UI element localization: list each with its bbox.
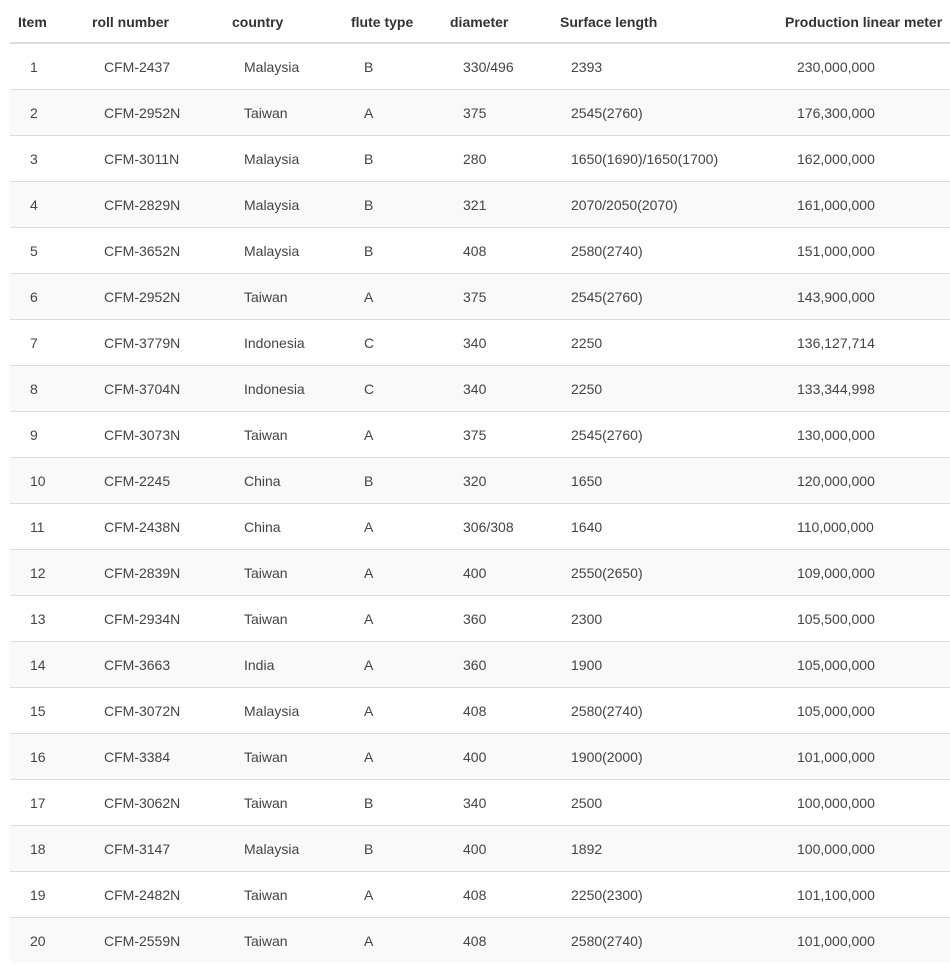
cell-flute-type: A bbox=[351, 274, 446, 320]
cell-roll-number: CFM-3384 bbox=[92, 734, 232, 780]
table-row bbox=[10, 642, 950, 688]
cell-production-linear-meter: 101,000,000 bbox=[785, 918, 950, 964]
cell-surface-length: 2545(2760) bbox=[560, 90, 785, 136]
table-row bbox=[10, 504, 950, 550]
cell-flute-type: B bbox=[351, 136, 446, 182]
cell-roll-number: CFM-3663 bbox=[92, 642, 232, 688]
cell-country: Malaysia bbox=[232, 43, 351, 90]
table-row bbox=[10, 90, 950, 136]
cell-production-linear-meter: 105,000,000 bbox=[785, 642, 950, 688]
cell-roll-number: CFM-3652N bbox=[92, 228, 232, 274]
cell-production-linear-meter: 120,000,000 bbox=[785, 458, 950, 504]
cell-production-linear-meter: 151,000,000 bbox=[785, 228, 950, 274]
cell-production-linear-meter: 109,000,000 bbox=[785, 550, 950, 596]
cell-roll-number: CFM-2438N bbox=[92, 504, 232, 550]
cell-item: 14 bbox=[10, 642, 92, 688]
cell-diameter: 330/496 bbox=[446, 43, 560, 90]
cell-production-linear-meter: 176,300,000 bbox=[785, 90, 950, 136]
cell-surface-length: 2393 bbox=[560, 43, 785, 90]
column-header-diameter: diameter bbox=[446, 2, 560, 43]
cell-country: Taiwan bbox=[232, 90, 351, 136]
cell-diameter: 280 bbox=[446, 136, 560, 182]
cell-item: 20 bbox=[10, 918, 92, 964]
cell-country: Taiwan bbox=[232, 596, 351, 642]
cell-country: Malaysia bbox=[232, 688, 351, 734]
table-row bbox=[10, 918, 950, 964]
cell-country: Malaysia bbox=[232, 228, 351, 274]
table-body bbox=[10, 43, 950, 963]
cell-flute-type: A bbox=[351, 642, 446, 688]
cell-diameter: 408 bbox=[446, 228, 560, 274]
cell-roll-number: CFM-2839N bbox=[92, 550, 232, 596]
table-row bbox=[10, 550, 950, 596]
cell-surface-length: 2580(2740) bbox=[560, 228, 785, 274]
cell-roll-number: CFM-2437 bbox=[92, 43, 232, 90]
cell-surface-length: 1900(2000) bbox=[560, 734, 785, 780]
cell-surface-length: 2250 bbox=[560, 366, 785, 412]
cell-production-linear-meter: 136,127,714 bbox=[785, 320, 950, 366]
cell-country: China bbox=[232, 458, 351, 504]
cell-country: India bbox=[232, 642, 351, 688]
cell-country: China bbox=[232, 504, 351, 550]
header-row bbox=[10, 2, 950, 43]
cell-country: Taiwan bbox=[232, 780, 351, 826]
cell-flute-type: A bbox=[351, 596, 446, 642]
cell-surface-length: 2545(2760) bbox=[560, 274, 785, 320]
product-table-container bbox=[10, 2, 950, 963]
cell-diameter: 340 bbox=[446, 320, 560, 366]
cell-flute-type: A bbox=[351, 504, 446, 550]
cell-roll-number: CFM-3011N bbox=[92, 136, 232, 182]
cell-item: 11 bbox=[10, 504, 92, 550]
cell-roll-number: CFM-3073N bbox=[92, 412, 232, 458]
cell-production-linear-meter: 100,000,000 bbox=[785, 780, 950, 826]
cell-surface-length: 1650(1690)/1650(1700) bbox=[560, 136, 785, 182]
cell-production-linear-meter: 130,000,000 bbox=[785, 412, 950, 458]
cell-diameter: 400 bbox=[446, 734, 560, 780]
cell-production-linear-meter: 105,000,000 bbox=[785, 688, 950, 734]
table-row bbox=[10, 136, 950, 182]
cell-diameter: 400 bbox=[446, 550, 560, 596]
cell-surface-length: 2545(2760) bbox=[560, 412, 785, 458]
cell-item: 16 bbox=[10, 734, 92, 780]
table-row bbox=[10, 596, 950, 642]
cell-roll-number: CFM-2245 bbox=[92, 458, 232, 504]
cell-roll-number: CFM-2829N bbox=[92, 182, 232, 228]
cell-production-linear-meter: 110,000,000 bbox=[785, 504, 950, 550]
cell-roll-number: CFM-3779N bbox=[92, 320, 232, 366]
table-row bbox=[10, 458, 950, 504]
cell-diameter: 360 bbox=[446, 642, 560, 688]
cell-item: 1 bbox=[10, 43, 92, 90]
cell-country: Taiwan bbox=[232, 872, 351, 918]
cell-flute-type: A bbox=[351, 412, 446, 458]
table-row bbox=[10, 366, 950, 412]
cell-surface-length: 2250 bbox=[560, 320, 785, 366]
cell-roll-number: CFM-2952N bbox=[92, 274, 232, 320]
cell-item: 10 bbox=[10, 458, 92, 504]
cell-country: Taiwan bbox=[232, 412, 351, 458]
cell-production-linear-meter: 101,100,000 bbox=[785, 872, 950, 918]
cell-production-linear-meter: 162,000,000 bbox=[785, 136, 950, 182]
cell-country: Malaysia bbox=[232, 136, 351, 182]
cell-roll-number: CFM-3704N bbox=[92, 366, 232, 412]
cell-country: Taiwan bbox=[232, 274, 351, 320]
cell-country: Taiwan bbox=[232, 734, 351, 780]
cell-flute-type: A bbox=[351, 90, 446, 136]
table-row bbox=[10, 228, 950, 274]
cell-flute-type: A bbox=[351, 918, 446, 964]
cell-diameter: 360 bbox=[446, 596, 560, 642]
table-row bbox=[10, 274, 950, 320]
cell-surface-length: 2580(2740) bbox=[560, 688, 785, 734]
cell-roll-number: CFM-2482N bbox=[92, 872, 232, 918]
cell-surface-length: 1640 bbox=[560, 504, 785, 550]
cell-production-linear-meter: 105,500,000 bbox=[785, 596, 950, 642]
cell-diameter: 408 bbox=[446, 918, 560, 964]
cell-flute-type: A bbox=[351, 872, 446, 918]
cell-item: 9 bbox=[10, 412, 92, 458]
cell-item: 3 bbox=[10, 136, 92, 182]
cell-diameter: 340 bbox=[446, 366, 560, 412]
table-row bbox=[10, 320, 950, 366]
cell-item: 17 bbox=[10, 780, 92, 826]
cell-surface-length: 1650 bbox=[560, 458, 785, 504]
cell-country: Taiwan bbox=[232, 550, 351, 596]
product-table bbox=[10, 2, 950, 963]
cell-roll-number: CFM-2952N bbox=[92, 90, 232, 136]
cell-diameter: 320 bbox=[446, 458, 560, 504]
cell-roll-number: CFM-3062N bbox=[92, 780, 232, 826]
cell-production-linear-meter: 143,900,000 bbox=[785, 274, 950, 320]
cell-flute-type: B bbox=[351, 826, 446, 872]
cell-diameter: 321 bbox=[446, 182, 560, 228]
table-row bbox=[10, 826, 950, 872]
cell-flute-type: B bbox=[351, 182, 446, 228]
cell-production-linear-meter: 133,344,998 bbox=[785, 366, 950, 412]
cell-surface-length: 1892 bbox=[560, 826, 785, 872]
cell-item: 15 bbox=[10, 688, 92, 734]
cell-item: 18 bbox=[10, 826, 92, 872]
table-row bbox=[10, 780, 950, 826]
cell-flute-type: C bbox=[351, 320, 446, 366]
column-header-production-linear-meter: Production linear meter bbox=[785, 2, 950, 43]
cell-country: Malaysia bbox=[232, 826, 351, 872]
cell-flute-type: C bbox=[351, 366, 446, 412]
column-header-roll-number: roll number bbox=[92, 2, 232, 43]
cell-country: Indonesia bbox=[232, 320, 351, 366]
cell-flute-type: A bbox=[351, 550, 446, 596]
cell-diameter: 306/308 bbox=[446, 504, 560, 550]
cell-flute-type: A bbox=[351, 734, 446, 780]
cell-item: 12 bbox=[10, 550, 92, 596]
table-row bbox=[10, 688, 950, 734]
cell-surface-length: 2300 bbox=[560, 596, 785, 642]
column-header-surface-length: Surface length bbox=[560, 2, 785, 43]
cell-production-linear-meter: 230,000,000 bbox=[785, 43, 950, 90]
cell-flute-type: B bbox=[351, 780, 446, 826]
cell-item: 7 bbox=[10, 320, 92, 366]
cell-item: 5 bbox=[10, 228, 92, 274]
column-header-item: Item bbox=[10, 2, 92, 43]
cell-country: Indonesia bbox=[232, 366, 351, 412]
table-header bbox=[10, 2, 950, 43]
cell-diameter: 375 bbox=[446, 274, 560, 320]
cell-surface-length: 2500 bbox=[560, 780, 785, 826]
cell-diameter: 375 bbox=[446, 90, 560, 136]
cell-surface-length: 1900 bbox=[560, 642, 785, 688]
table-row bbox=[10, 734, 950, 780]
cell-diameter: 408 bbox=[446, 688, 560, 734]
cell-item: 2 bbox=[10, 90, 92, 136]
cell-item: 13 bbox=[10, 596, 92, 642]
cell-roll-number: CFM-3147 bbox=[92, 826, 232, 872]
cell-production-linear-meter: 161,000,000 bbox=[785, 182, 950, 228]
cell-diameter: 375 bbox=[446, 412, 560, 458]
cell-surface-length: 2070/2050(2070) bbox=[560, 182, 785, 228]
table-row bbox=[10, 412, 950, 458]
table-row bbox=[10, 182, 950, 228]
cell-roll-number: CFM-3072N bbox=[92, 688, 232, 734]
cell-surface-length: 2550(2650) bbox=[560, 550, 785, 596]
cell-country: Taiwan bbox=[232, 918, 351, 964]
cell-diameter: 340 bbox=[446, 780, 560, 826]
table-row bbox=[10, 43, 950, 90]
cell-flute-type: A bbox=[351, 688, 446, 734]
cell-item: 4 bbox=[10, 182, 92, 228]
cell-item: 19 bbox=[10, 872, 92, 918]
cell-surface-length: 2580(2740) bbox=[560, 918, 785, 964]
cell-flute-type: B bbox=[351, 228, 446, 274]
cell-item: 6 bbox=[10, 274, 92, 320]
cell-item: 8 bbox=[10, 366, 92, 412]
cell-surface-length: 2250(2300) bbox=[560, 872, 785, 918]
cell-roll-number: CFM-2559N bbox=[92, 918, 232, 964]
column-header-country: country bbox=[232, 2, 351, 43]
cell-production-linear-meter: 100,000,000 bbox=[785, 826, 950, 872]
cell-country: Malaysia bbox=[232, 182, 351, 228]
cell-diameter: 400 bbox=[446, 826, 560, 872]
cell-production-linear-meter: 101,000,000 bbox=[785, 734, 950, 780]
cell-diameter: 408 bbox=[446, 872, 560, 918]
table-row bbox=[10, 872, 950, 918]
cell-flute-type: B bbox=[351, 458, 446, 504]
column-header-flute-type: flute type bbox=[351, 2, 446, 43]
cell-flute-type: B bbox=[351, 43, 446, 90]
cell-roll-number: CFM-2934N bbox=[92, 596, 232, 642]
